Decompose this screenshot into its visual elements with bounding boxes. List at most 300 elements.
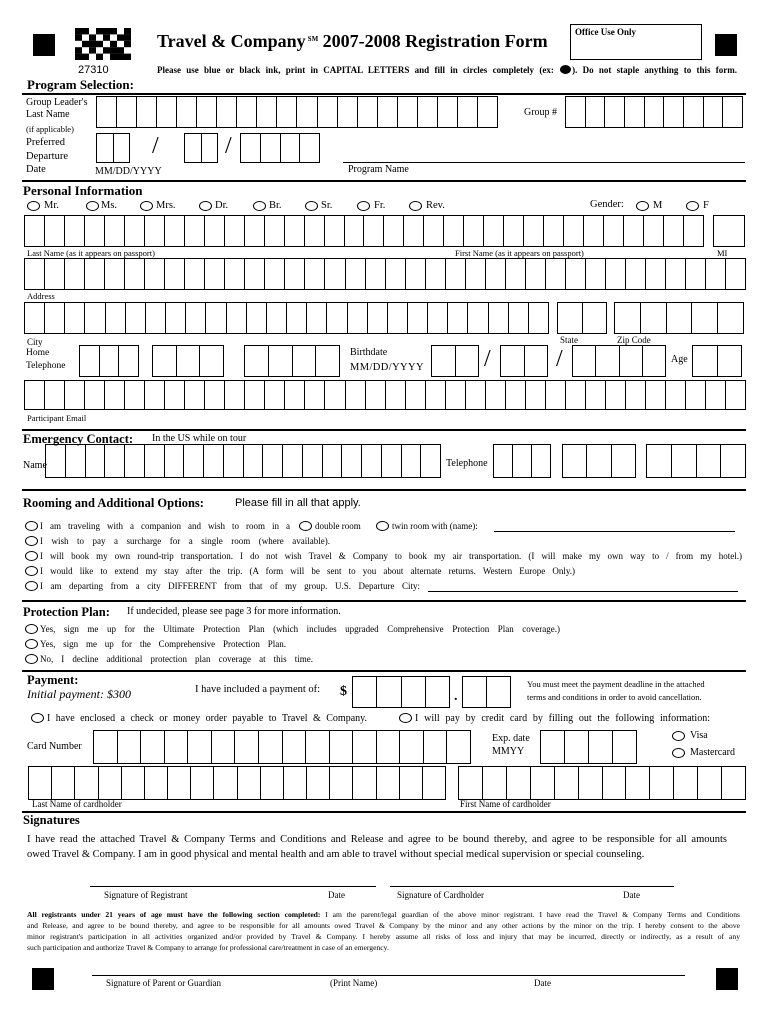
char-box[interactable]: [65, 444, 86, 478]
birth-month-boxes[interactable]: [431, 345, 479, 377]
roommate-name-line[interactable]: [494, 531, 735, 532]
char-box[interactable]: [203, 444, 224, 478]
char-box[interactable]: [24, 302, 45, 334]
char-box[interactable]: [685, 258, 706, 290]
char-box[interactable]: [317, 96, 338, 128]
program-name-line[interactable]: [343, 162, 745, 163]
age-boxes[interactable]: [692, 345, 742, 377]
char-box[interactable]: [299, 133, 320, 163]
char-box[interactable]: [96, 133, 114, 163]
char-box[interactable]: [578, 766, 603, 800]
char-box[interactable]: [326, 302, 347, 334]
city-boxes[interactable]: [24, 302, 549, 334]
char-box[interactable]: [673, 766, 698, 800]
char-box[interactable]: [540, 730, 565, 764]
char-box[interactable]: [563, 215, 584, 247]
char-box[interactable]: [562, 444, 587, 478]
group-number-boxes[interactable]: [565, 96, 743, 128]
char-box[interactable]: [467, 302, 488, 334]
char-box[interactable]: [625, 380, 646, 410]
char-box[interactable]: [595, 345, 619, 377]
char-box[interactable]: [156, 96, 177, 128]
char-box[interactable]: [713, 215, 745, 247]
char-box[interactable]: [485, 258, 506, 290]
char-box[interactable]: [324, 380, 345, 410]
char-box[interactable]: [79, 345, 100, 377]
char-box[interactable]: [612, 730, 637, 764]
char-box[interactable]: [124, 380, 145, 410]
home-phone-line-boxes[interactable]: [244, 345, 340, 377]
radio-pay-by-check[interactable]: [31, 713, 44, 723]
char-box[interactable]: [284, 380, 305, 410]
char-box[interactable]: [485, 380, 506, 410]
birth-day-boxes[interactable]: [500, 345, 548, 377]
char-box[interactable]: [557, 302, 583, 334]
char-box[interactable]: [385, 258, 406, 290]
char-box[interactable]: [367, 302, 388, 334]
char-box[interactable]: [264, 258, 285, 290]
char-box[interactable]: [280, 133, 301, 163]
char-box[interactable]: [663, 96, 684, 128]
expiration-date-boxes[interactable]: [540, 730, 637, 764]
char-box[interactable]: [645, 258, 666, 290]
emergency-phone-line-boxes[interactable]: [646, 444, 746, 478]
char-box[interactable]: [337, 96, 358, 128]
zip-code-boxes[interactable]: [614, 302, 744, 334]
char-box[interactable]: [365, 258, 386, 290]
char-box[interactable]: [463, 215, 484, 247]
char-box[interactable]: [224, 380, 245, 410]
departure-year-boxes[interactable]: [240, 133, 320, 163]
char-box[interactable]: [685, 380, 706, 410]
char-box[interactable]: [85, 444, 106, 478]
char-box[interactable]: [64, 258, 85, 290]
char-box[interactable]: [184, 133, 202, 163]
radio-title-mr[interactable]: [27, 201, 40, 211]
char-box[interactable]: [505, 258, 526, 290]
char-box[interactable]: [44, 215, 65, 247]
char-box[interactable]: [376, 730, 401, 764]
char-box[interactable]: [44, 258, 65, 290]
char-box[interactable]: [204, 380, 225, 410]
card-number-boxes[interactable]: [93, 730, 471, 764]
radio-title-ms[interactable]: [86, 201, 99, 211]
char-box[interactable]: [545, 258, 566, 290]
payment-cents-boxes[interactable]: [462, 676, 511, 708]
emergency-phone-area-code-boxes[interactable]: [493, 444, 551, 478]
char-box[interactable]: [260, 766, 284, 800]
char-box[interactable]: [376, 766, 400, 800]
char-box[interactable]: [462, 676, 487, 708]
char-box[interactable]: [268, 345, 293, 377]
char-box[interactable]: [282, 730, 307, 764]
char-box[interactable]: [721, 766, 746, 800]
char-box[interactable]: [84, 302, 105, 334]
emergency-name-boxes[interactable]: [45, 444, 441, 478]
char-box[interactable]: [341, 444, 362, 478]
char-box[interactable]: [244, 215, 265, 247]
char-box[interactable]: [64, 215, 85, 247]
departure-day-boxes[interactable]: [184, 133, 218, 163]
char-box[interactable]: [387, 302, 408, 334]
char-box[interactable]: [508, 302, 529, 334]
char-box[interactable]: [266, 302, 287, 334]
char-box[interactable]: [493, 444, 513, 478]
char-box[interactable]: [144, 258, 165, 290]
radio-title-fr[interactable]: [357, 201, 370, 211]
char-box[interactable]: [572, 345, 596, 377]
home-phone-area-code-boxes[interactable]: [79, 345, 139, 377]
char-box[interactable]: [445, 380, 466, 410]
char-box[interactable]: [276, 96, 297, 128]
char-box[interactable]: [482, 766, 507, 800]
char-box[interactable]: [665, 258, 686, 290]
char-box[interactable]: [152, 345, 177, 377]
char-box[interactable]: [176, 96, 197, 128]
emergency-phone-prefix-boxes[interactable]: [562, 444, 636, 478]
char-box[interactable]: [183, 444, 204, 478]
char-box[interactable]: [671, 444, 697, 478]
char-box[interactable]: [588, 730, 613, 764]
char-box[interactable]: [422, 766, 446, 800]
char-box[interactable]: [264, 215, 285, 247]
char-box[interactable]: [477, 96, 498, 128]
char-box[interactable]: [663, 215, 684, 247]
char-box[interactable]: [199, 345, 224, 377]
char-box[interactable]: [345, 380, 366, 410]
char-box[interactable]: [586, 444, 611, 478]
char-box[interactable]: [614, 302, 641, 334]
char-box[interactable]: [725, 258, 746, 290]
char-box[interactable]: [425, 676, 450, 708]
char-box[interactable]: [717, 345, 743, 377]
char-box[interactable]: [315, 345, 340, 377]
char-box[interactable]: [329, 766, 353, 800]
char-box[interactable]: [304, 380, 325, 410]
char-box[interactable]: [363, 215, 384, 247]
char-box[interactable]: [24, 215, 45, 247]
char-box[interactable]: [322, 444, 343, 478]
char-box[interactable]: [401, 444, 422, 478]
char-box[interactable]: [113, 133, 131, 163]
char-box[interactable]: [642, 345, 666, 377]
char-box[interactable]: [44, 302, 65, 334]
char-box[interactable]: [64, 302, 85, 334]
char-box[interactable]: [116, 96, 137, 128]
char-box[interactable]: [216, 96, 237, 128]
radio-visa[interactable]: [672, 731, 685, 741]
char-box[interactable]: [352, 676, 377, 708]
char-box[interactable]: [302, 444, 323, 478]
state-boxes[interactable]: [557, 302, 607, 334]
char-box[interactable]: [500, 345, 525, 377]
char-box[interactable]: [683, 96, 704, 128]
char-box[interactable]: [443, 215, 464, 247]
char-box[interactable]: [405, 258, 426, 290]
char-box[interactable]: [523, 215, 544, 247]
char-box[interactable]: [417, 96, 438, 128]
char-box[interactable]: [96, 96, 117, 128]
participant-email-boxes[interactable]: [24, 380, 746, 410]
char-box[interactable]: [407, 302, 428, 334]
char-box[interactable]: [244, 345, 269, 377]
char-box[interactable]: [246, 302, 267, 334]
char-box[interactable]: [324, 215, 345, 247]
char-box[interactable]: [357, 96, 378, 128]
char-box[interactable]: [28, 766, 52, 800]
char-box[interactable]: [397, 96, 418, 128]
char-box[interactable]: [403, 215, 424, 247]
char-box[interactable]: [164, 730, 189, 764]
char-box[interactable]: [145, 302, 166, 334]
char-box[interactable]: [531, 444, 551, 478]
radio-different-departure-city[interactable]: [25, 581, 38, 591]
char-box[interactable]: [505, 380, 526, 410]
char-box[interactable]: [345, 258, 366, 290]
char-box[interactable]: [304, 258, 325, 290]
char-box[interactable]: [121, 766, 145, 800]
char-box[interactable]: [543, 215, 564, 247]
char-box[interactable]: [306, 766, 330, 800]
char-box[interactable]: [105, 302, 126, 334]
char-box[interactable]: [604, 96, 625, 128]
char-box[interactable]: [525, 258, 546, 290]
char-box[interactable]: [144, 215, 165, 247]
radio-title-dr[interactable]: [199, 201, 212, 211]
char-box[interactable]: [483, 215, 504, 247]
char-box[interactable]: [104, 258, 125, 290]
char-box[interactable]: [603, 215, 624, 247]
radio-title-rev[interactable]: [409, 201, 422, 211]
guardian-signature-line[interactable]: [92, 975, 685, 976]
char-box[interactable]: [224, 258, 245, 290]
char-box[interactable]: [640, 302, 667, 334]
char-box[interactable]: [45, 444, 66, 478]
char-box[interactable]: [84, 380, 105, 410]
char-box[interactable]: [244, 380, 265, 410]
char-box[interactable]: [117, 730, 142, 764]
char-box[interactable]: [237, 766, 261, 800]
char-box[interactable]: [585, 380, 606, 410]
char-box[interactable]: [565, 258, 586, 290]
char-box[interactable]: [376, 676, 401, 708]
char-box[interactable]: [512, 444, 532, 478]
char-box[interactable]: [585, 96, 606, 128]
char-box[interactable]: [361, 444, 382, 478]
char-box[interactable]: [437, 96, 458, 128]
char-box[interactable]: [164, 444, 185, 478]
char-box[interactable]: [286, 302, 307, 334]
char-box[interactable]: [503, 215, 524, 247]
cardholder-first-name-boxes[interactable]: [458, 766, 746, 800]
char-box[interactable]: [605, 380, 626, 410]
char-box[interactable]: [201, 133, 219, 163]
char-box[interactable]: [184, 258, 205, 290]
char-box[interactable]: [725, 380, 746, 410]
char-box[interactable]: [104, 215, 125, 247]
char-box[interactable]: [423, 730, 448, 764]
char-box[interactable]: [446, 730, 471, 764]
radio-gender-f[interactable]: [686, 201, 699, 211]
char-box[interactable]: [305, 730, 330, 764]
char-box[interactable]: [605, 258, 626, 290]
radio-title-mrs[interactable]: [140, 201, 153, 211]
radio-extend-stay[interactable]: [25, 566, 38, 576]
char-box[interactable]: [224, 215, 245, 247]
char-box[interactable]: [74, 766, 98, 800]
char-box[interactable]: [383, 215, 404, 247]
char-box[interactable]: [140, 730, 165, 764]
char-box[interactable]: [136, 96, 157, 128]
char-box[interactable]: [164, 380, 185, 410]
char-box[interactable]: [457, 96, 478, 128]
char-box[interactable]: [347, 302, 368, 334]
char-box[interactable]: [98, 766, 122, 800]
char-box[interactable]: [99, 345, 120, 377]
char-box[interactable]: [144, 380, 165, 410]
char-box[interactable]: [244, 258, 265, 290]
char-box[interactable]: [405, 380, 426, 410]
char-box[interactable]: [625, 766, 650, 800]
char-box[interactable]: [385, 380, 406, 410]
char-box[interactable]: [649, 766, 674, 800]
char-box[interactable]: [381, 444, 402, 478]
char-box[interactable]: [282, 444, 303, 478]
char-box[interactable]: [458, 766, 483, 800]
char-box[interactable]: [118, 345, 139, 377]
char-box[interactable]: [104, 380, 125, 410]
char-box[interactable]: [292, 345, 317, 377]
char-box[interactable]: [692, 345, 718, 377]
char-box[interactable]: [705, 258, 726, 290]
char-box[interactable]: [51, 766, 75, 800]
char-box[interactable]: [528, 302, 549, 334]
char-box[interactable]: [125, 302, 146, 334]
char-box[interactable]: [167, 766, 191, 800]
char-box[interactable]: [525, 380, 546, 410]
char-box[interactable]: [486, 676, 511, 708]
char-box[interactable]: [185, 302, 206, 334]
char-box[interactable]: [352, 730, 377, 764]
char-box[interactable]: [554, 766, 579, 800]
char-box[interactable]: [84, 215, 105, 247]
char-box[interactable]: [64, 380, 85, 410]
char-box[interactable]: [643, 215, 664, 247]
address-boxes[interactable]: [24, 258, 746, 290]
char-box[interactable]: [84, 258, 105, 290]
char-box[interactable]: [666, 302, 693, 334]
radio-single-surcharge[interactable]: [25, 536, 38, 546]
participant-name-boxes[interactable]: [24, 215, 704, 247]
char-box[interactable]: [165, 302, 186, 334]
char-box[interactable]: [205, 302, 226, 334]
char-box[interactable]: [204, 215, 225, 247]
radio-room-with-companion[interactable]: [25, 521, 38, 531]
radio-mastercard[interactable]: [672, 748, 685, 758]
char-box[interactable]: [184, 380, 205, 410]
char-box[interactable]: [124, 215, 145, 247]
char-box[interactable]: [455, 345, 480, 377]
char-box[interactable]: [399, 730, 424, 764]
char-box[interactable]: [717, 302, 744, 334]
birth-year-boxes[interactable]: [572, 345, 666, 377]
char-box[interactable]: [24, 258, 45, 290]
char-box[interactable]: [283, 766, 307, 800]
cardholder-last-name-boxes[interactable]: [28, 766, 446, 800]
radio-comprehensive-protection[interactable]: [25, 639, 38, 649]
char-box[interactable]: [190, 766, 214, 800]
char-box[interactable]: [564, 730, 589, 764]
char-box[interactable]: [365, 380, 386, 410]
char-box[interactable]: [565, 96, 586, 128]
char-box[interactable]: [624, 96, 645, 128]
char-box[interactable]: [703, 96, 724, 128]
radio-gender-m[interactable]: [636, 201, 649, 211]
char-box[interactable]: [445, 258, 466, 290]
char-box[interactable]: [602, 766, 627, 800]
char-box[interactable]: [184, 215, 205, 247]
char-box[interactable]: [644, 96, 665, 128]
char-box[interactable]: [427, 302, 448, 334]
char-box[interactable]: [324, 258, 345, 290]
char-box[interactable]: [256, 96, 277, 128]
char-box[interactable]: [144, 444, 165, 478]
char-box[interactable]: [196, 96, 217, 128]
char-box[interactable]: [284, 258, 305, 290]
char-box[interactable]: [352, 766, 376, 800]
char-box[interactable]: [506, 766, 531, 800]
radio-title-br[interactable]: [253, 201, 266, 211]
char-box[interactable]: [124, 258, 145, 290]
char-box[interactable]: [619, 345, 643, 377]
char-box[interactable]: [344, 215, 365, 247]
char-box[interactable]: [260, 133, 281, 163]
group-leader-last-name-boxes[interactable]: [96, 96, 498, 128]
char-box[interactable]: [720, 444, 746, 478]
char-box[interactable]: [176, 345, 201, 377]
char-box[interactable]: [223, 444, 244, 478]
char-box[interactable]: [93, 730, 118, 764]
radio-twin-room[interactable]: [376, 521, 389, 531]
char-box[interactable]: [187, 730, 212, 764]
departure-month-boxes[interactable]: [96, 133, 130, 163]
char-box[interactable]: [545, 380, 566, 410]
radio-ultimate-protection[interactable]: [25, 624, 38, 634]
char-box[interactable]: [401, 676, 426, 708]
char-box[interactable]: [306, 302, 327, 334]
middle-initial-box[interactable]: [713, 215, 745, 247]
char-box[interactable]: [425, 380, 446, 410]
char-box[interactable]: [329, 730, 354, 764]
char-box[interactable]: [530, 766, 555, 800]
char-box[interactable]: [683, 215, 704, 247]
radio-pay-by-credit-card[interactable]: [399, 713, 412, 723]
radio-decline-protection[interactable]: [25, 654, 38, 664]
char-box[interactable]: [243, 444, 264, 478]
char-box[interactable]: [204, 258, 225, 290]
char-box[interactable]: [431, 345, 456, 377]
char-box[interactable]: [304, 215, 325, 247]
char-box[interactable]: [258, 730, 283, 764]
registrant-signature-line[interactable]: [90, 886, 376, 887]
char-box[interactable]: [262, 444, 283, 478]
char-box[interactable]: [164, 258, 185, 290]
char-box[interactable]: [524, 345, 549, 377]
char-box[interactable]: [646, 444, 672, 478]
char-box[interactable]: [583, 215, 604, 247]
payment-dollars-boxes[interactable]: [352, 676, 450, 708]
char-box[interactable]: [164, 215, 185, 247]
